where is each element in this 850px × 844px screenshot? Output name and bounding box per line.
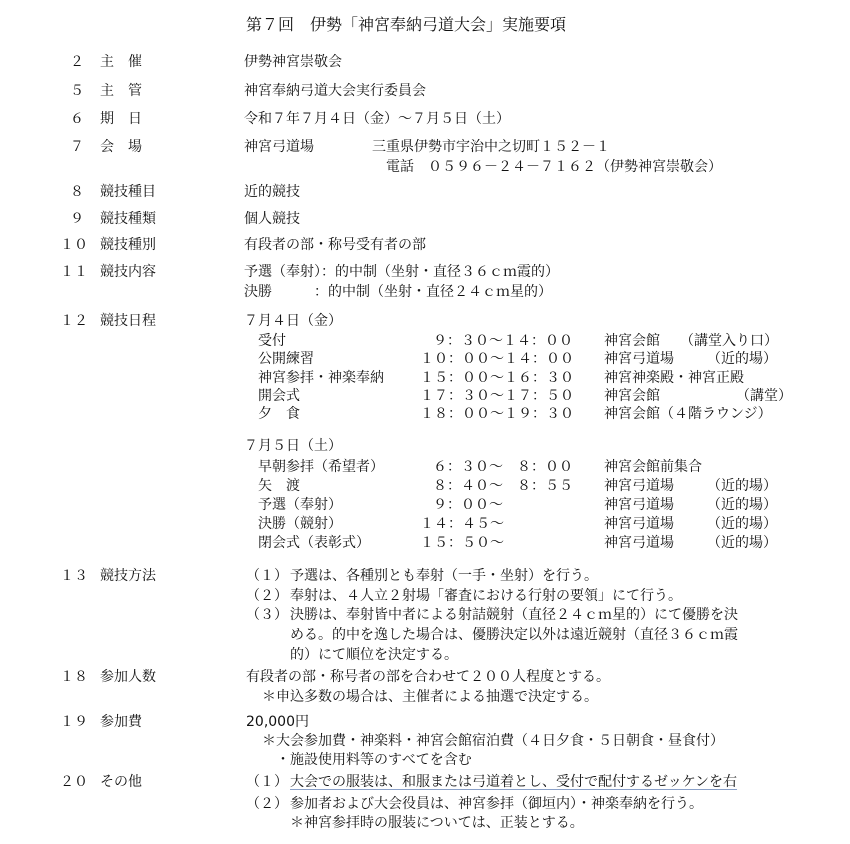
schedule-event: 決勝（競射） <box>258 516 342 532</box>
schedule-place: 神宮会館 <box>604 333 660 349</box>
venue-phone: 電話 ０５９６－２４－７１６２（伊勢神宮崇敬会） <box>386 159 722 175</box>
schedule-note: （近的場） <box>707 351 777 367</box>
schedule-place: 神宮神楽殿・神宮正殿 <box>604 370 744 386</box>
item-label: 期 日 <box>100 111 142 127</box>
page-title: 第７回 伊勢「神宮奉納弓道大会」実施要項 <box>246 15 567 34</box>
method-text: 奉射は、４人立２射場「審査における行射の要領」にて行う。 <box>290 588 682 604</box>
other-text: 参加者および大会役員は、神宮参拝（御垣内）・神楽奉納を行う。 <box>290 796 703 812</box>
schedule-event: 夕 食 <box>258 406 300 422</box>
item-label: 会 場 <box>100 139 142 155</box>
schedule-time: １５：５０～ <box>420 535 504 551</box>
content-line: 決勝 ：的中制（坐射・直径２４ｃｍ星的） <box>244 284 552 300</box>
schedule-note: （近的場） <box>707 535 777 551</box>
item-number: １３ <box>60 568 88 584</box>
schedule-note: （講堂） <box>736 388 792 404</box>
item-value: 伊勢神宮崇敬会 <box>244 54 342 70</box>
content-line: ＊申込多数の場合は、主催者による抽選で決定する。 <box>262 689 598 705</box>
item-number: ７ <box>70 139 84 155</box>
item-number: １０ <box>60 237 88 253</box>
schedule-place: 神宮弓道場 <box>604 478 674 494</box>
method-number: （３） <box>246 607 288 623</box>
schedule-time: １０：００～１４：００ <box>420 351 574 367</box>
schedule-event: 予選（奉射） <box>258 497 342 513</box>
schedule-place: 神宮会館前集合 <box>604 459 702 475</box>
item-number: ９ <box>70 211 84 227</box>
schedule-event: 受付 <box>258 333 286 349</box>
method-number: （２） <box>246 588 288 604</box>
schedule-time: １７：３０～１７：５０ <box>420 388 574 404</box>
schedule-place: 神宮会館（４階ラウンジ） <box>604 406 772 422</box>
schedule-note: （近的場） <box>707 497 777 513</box>
item-label: 主 管 <box>100 83 142 99</box>
schedule-event: 開会式 <box>258 388 300 404</box>
item-number: ２０ <box>60 774 88 790</box>
method-text: 決勝は、奉射皆中者による射詰競射（直径２４ｃｍ星的）にて優勝を決 <box>290 607 738 623</box>
schedule-note: （近的場） <box>707 516 777 532</box>
schedule-time: ６：３０～ ８：００ <box>433 459 573 475</box>
content-line: ＊大会参加費・神楽料・神宮会館宿泊費（４日夕食・５日朝食・昼食付） <box>262 733 724 749</box>
schedule-time: １５：００～１６：３０ <box>420 370 574 386</box>
content-line: ・施設使用料等のすべてを含む <box>276 752 472 768</box>
item-number: １８ <box>60 669 88 685</box>
item-number: １１ <box>60 264 88 280</box>
item-value: 近的競技 <box>244 184 300 200</box>
schedule-place: 神宮弓道場 <box>604 516 674 532</box>
other-number: （２） <box>246 796 288 812</box>
schedule-time: ８：４０～ ８：５５ <box>433 478 573 494</box>
item-label: 競技種類 <box>100 211 156 227</box>
item-number: ２ <box>70 54 84 70</box>
item-value: 個人競技 <box>244 211 300 227</box>
content-line: 20,000円 <box>246 714 309 730</box>
schedule-event: 神宮参拝・神楽奉納 <box>258 370 384 386</box>
content-line: 予選（奉射）：的中制（坐射・直径３６ｃｍ霞的） <box>244 264 559 280</box>
method-continuation: 的）にて順位を決定する。 <box>290 647 458 663</box>
item-value: 令和７年７月４日（金）～７月５日（土） <box>244 111 510 127</box>
item-value: 神宮弓道場 <box>244 139 314 155</box>
item-number: ６ <box>70 111 84 127</box>
item-label: 競技種別 <box>100 237 156 253</box>
item-value: 神宮奉納弓道大会実行委員会 <box>244 83 426 99</box>
other-text: ＊神宮参拝時の服装については、正装とする。 <box>290 815 584 831</box>
schedule-place: 神宮弓道場 <box>604 535 674 551</box>
other-text: 大会での服装は、和服または弓道着とし、受付で配付するゼッケンを右 <box>290 774 738 790</box>
item-label: 競技日程 <box>100 313 156 329</box>
schedule-event: 早朝参拝（希望者） <box>258 459 384 475</box>
item-label: 競技内容 <box>100 264 156 280</box>
content-line: 有段者の部・称号者の部を合わせて２００人程度とする。 <box>246 669 610 685</box>
schedule-time: ９：３０～１４：００ <box>433 333 573 349</box>
item-number: １９ <box>60 714 88 730</box>
schedule-place: 神宮会館 <box>604 388 660 404</box>
schedule-note: （近的場） <box>707 478 777 494</box>
schedule-event: 矢 渡 <box>258 478 300 494</box>
schedule-time: １４：４５～ <box>420 516 504 532</box>
item-label: 競技種目 <box>100 184 156 200</box>
item-label: 競技方法 <box>100 568 156 584</box>
item-number: ５ <box>70 83 84 99</box>
schedule-place: 神宮弓道場 <box>604 497 674 513</box>
method-continuation: める。的中を逸した場合は、優勝決定以外は遠近競射（直径３６ｃｍ霞 <box>290 627 738 643</box>
method-text: 予選は、各種別とも奉射（一手・坐射）を行う。 <box>290 568 598 584</box>
schedule-date: ７月４日（金） <box>244 313 342 329</box>
item-value: 有段者の部・称号受有者の部 <box>244 237 426 253</box>
schedule-time: ９：００～ <box>433 497 503 513</box>
schedule-event: 公開練習 <box>258 351 314 367</box>
schedule-date: ７月５日（土） <box>244 438 342 454</box>
item-label: その他 <box>100 774 142 790</box>
schedule-event: 閉会式（表彰式） <box>258 535 370 551</box>
schedule-time: １８：００～１９：３０ <box>420 406 574 422</box>
item-label: 参加人数 <box>100 669 156 685</box>
item-number: １２ <box>60 313 88 329</box>
item-number: ８ <box>70 184 84 200</box>
method-number: （１） <box>246 568 288 584</box>
other-number: （１） <box>246 774 288 790</box>
venue-address: 三重県伊勢市宇治中之切町１５２－１ <box>372 139 610 155</box>
item-label: 参加費 <box>100 714 142 730</box>
item-label: 主 催 <box>100 54 142 70</box>
schedule-note: （講堂入り口） <box>680 333 778 349</box>
schedule-place: 神宮弓道場 <box>604 351 674 367</box>
